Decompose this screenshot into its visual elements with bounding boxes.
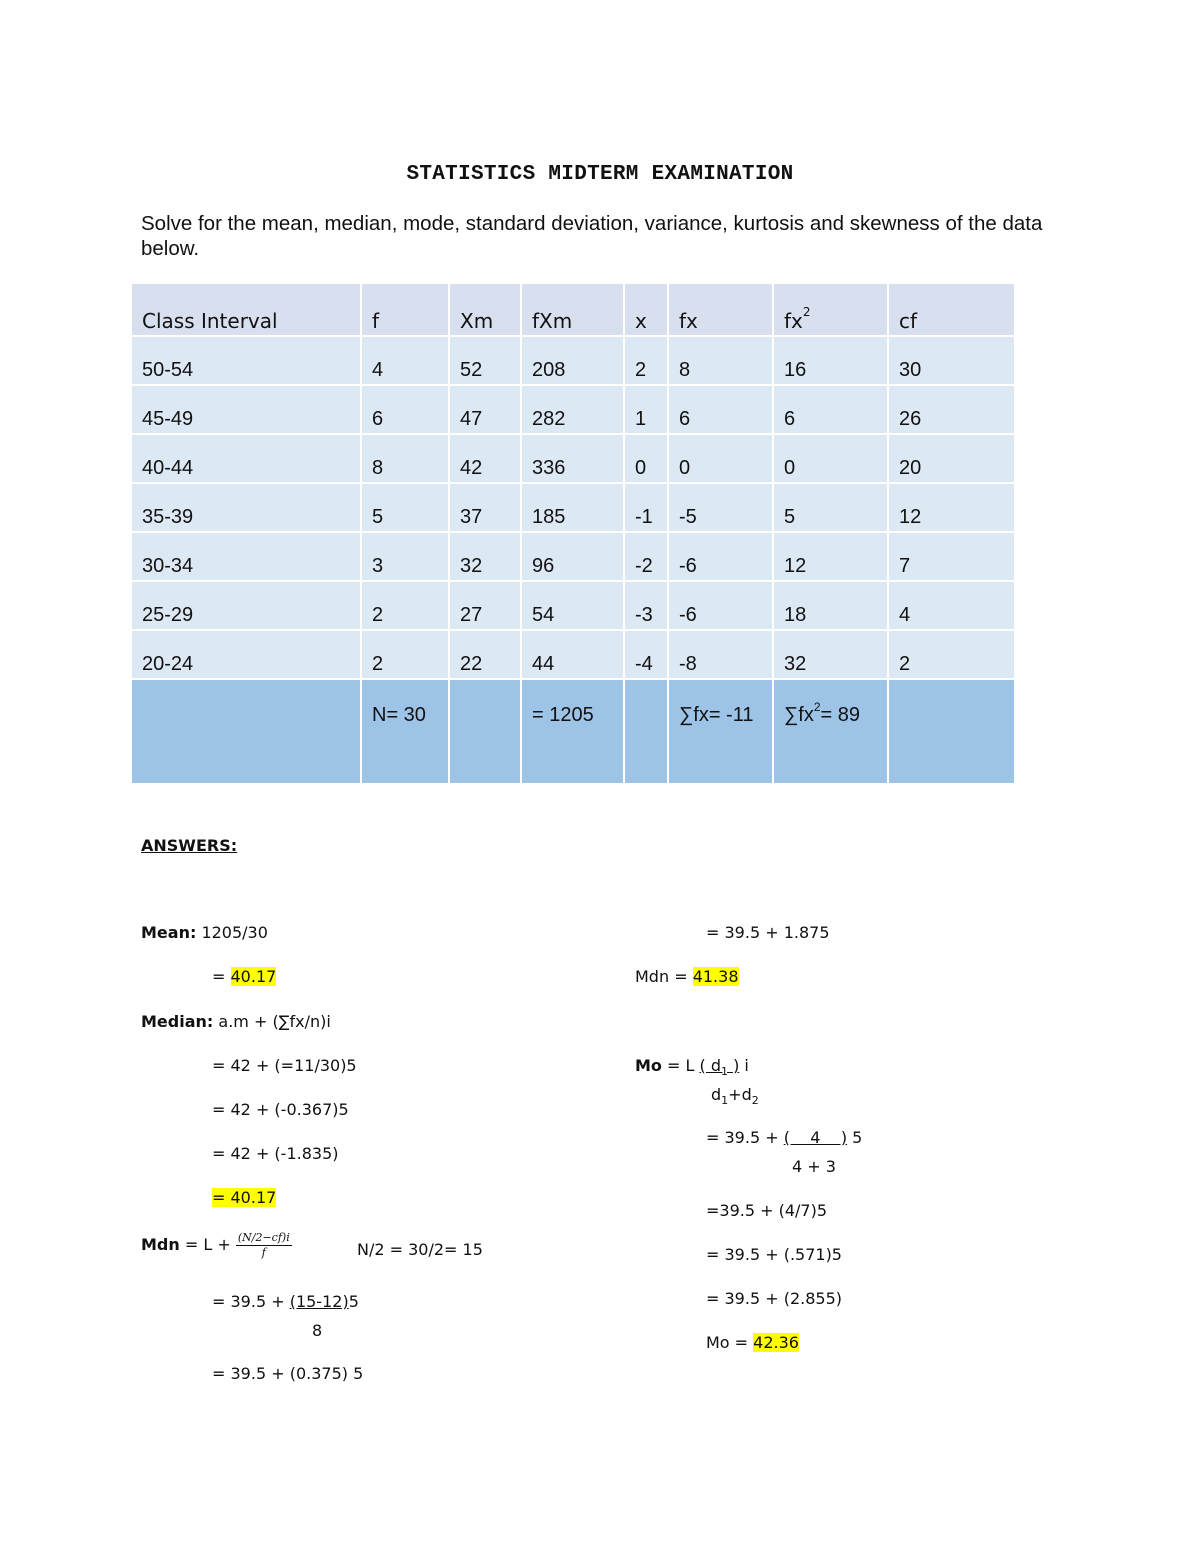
mo-numerator-subscript: 1 [720,1065,728,1079]
frequency-table [130,282,1016,785]
table-cell: 20 [888,434,1015,483]
mo-final [706,1333,799,1352]
mo-formula-i: i [739,1056,749,1075]
header-fxm: fXm [521,283,624,336]
table-cell: 185 [521,483,624,532]
totals-row [131,679,1015,784]
table-cell: 4 [888,581,1015,630]
total-fxm: = 1205 [521,679,624,784]
mean-line [141,923,268,942]
mo-den-d: d [711,1085,722,1104]
mo-numerator-close: ) [727,1056,740,1075]
table-row [131,630,1015,679]
header-class-interval: Class Interval [131,283,361,336]
table-cell: -4 [624,630,668,679]
mdn-final-value: 41.38 [692,967,739,986]
mo-step-3: = 39.5 + (.571)5 [706,1245,842,1264]
header-cf: cf [888,283,1015,336]
mdn-final-prefix: Mdn = [635,967,693,986]
totals-empty-cell [449,679,521,784]
mean-equals: = [212,967,231,986]
mdn-n-half: N/2 = 30/2= 15 [357,1240,483,1259]
table-row [131,336,1015,385]
table-cell: 12 [773,532,888,581]
totals-empty-cell [131,679,361,784]
table-cell: 0 [773,434,888,483]
median-value: = 40.17 [212,1188,277,1207]
median-step-2: = 42 + (-0.367)5 [212,1100,349,1119]
table-cell: 5 [361,483,449,532]
median-label: Median: [141,1012,214,1031]
mdn-label: Mdn [141,1235,180,1254]
table-cell: 32 [773,630,888,679]
table-cell: -6 [668,581,773,630]
table-cell: 2 [361,630,449,679]
mdn-step-1-prefix: = 39.5 + [212,1292,290,1311]
table-cell: 26 [888,385,1015,434]
table-cell: 5 [773,483,888,532]
total-n: N= 30 [361,679,449,784]
mo-den-sub-1: 1 [721,1094,729,1108]
table-cell: 96 [521,532,624,581]
mean-value: 40.17 [230,967,277,986]
mo-step-1-numerator: ( 4 ) [783,1128,848,1147]
table-cell: 16 [773,336,888,385]
mdn-step-1-denominator: 8 [312,1321,323,1340]
mo-step-2: =39.5 + (4/7)5 [706,1201,828,1220]
header-x: x [624,283,668,336]
table-cell: -2 [624,532,668,581]
mo-numerator-text: ( d [699,1056,721,1075]
page-title: STATISTICS MIDTERM EXAMINATION [406,163,794,186]
table-cell: 18 [773,581,888,630]
table-cell: 2 [888,630,1015,679]
table-cell: 6 [773,385,888,434]
table-cell: 20-24 [131,630,361,679]
mdn-fraction-denominator: f [261,1246,266,1259]
table-cell: 12 [888,483,1015,532]
mo-den-plus: +d [728,1085,752,1104]
table-cell: 35-39 [131,483,361,532]
mdn-equals: = L + [179,1235,236,1254]
table-cell: 22 [449,630,521,679]
mo-label: Mo [635,1056,662,1075]
table-cell: 3 [361,532,449,581]
table-cell: -1 [624,483,668,532]
table-cell: 32 [449,532,521,581]
table-cell: 1 [624,385,668,434]
table-row [131,532,1015,581]
mo-formula-numerator [699,1056,740,1079]
mo-step-1-denominator: 4 + 3 [792,1157,836,1176]
mdn-final [635,967,739,986]
table-cell: 7 [888,532,1015,581]
mdn-formula-line [141,1231,292,1260]
table-cell: 30-34 [131,532,361,581]
table-cell: 208 [521,336,624,385]
table-cell: -6 [668,532,773,581]
table-cell: 45-49 [131,385,361,434]
table-cell: 37 [449,483,521,532]
mean-result-line [212,967,276,986]
table-row [131,581,1015,630]
mo-step-4: = 39.5 + (2.855) [706,1289,842,1308]
median-step-1: = 42 + (=11/30)5 [212,1056,357,1075]
mdn-step-3: = 39.5 + 1.875 [706,923,830,942]
table-cell: 8 [361,434,449,483]
mo-step-1-prefix: = 39.5 + [706,1128,784,1147]
mean-expression: 1205/30 [196,923,268,942]
table-cell: 8 [668,336,773,385]
mdn-step-1-numerator: (15-12) [289,1292,349,1311]
mdn-step-1-suffix: 5 [348,1292,359,1311]
table-cell: 282 [521,385,624,434]
total-fx: ∑fx= -11 [668,679,773,784]
table-cell: 0 [668,434,773,483]
table-cell: 336 [521,434,624,483]
header-fx: fx [668,283,773,336]
mo-formula-denominator [711,1085,759,1107]
table-cell: 0 [624,434,668,483]
table-cell: 27 [449,581,521,630]
table-row [131,483,1015,532]
table-cell: -8 [668,630,773,679]
table-cell: 50-54 [131,336,361,385]
mo-final-value: 42.36 [753,1333,799,1352]
table-row [131,385,1015,434]
median-result [212,1188,276,1207]
header-xm: Xm [449,283,521,336]
median-expression: a.m + (∑fx/n)i [213,1012,331,1031]
table-cell: 44 [521,630,624,679]
mean-label: Mean: [141,923,197,942]
table-cell: 4 [361,336,449,385]
mdn-fraction-numerator: (N/2−cf)i [237,1231,290,1244]
mo-final-prefix: Mo = [706,1333,754,1352]
table-cell: -3 [624,581,668,630]
totals-empty-cell [624,679,668,784]
table-cell: 40-44 [131,434,361,483]
header-f: f [361,283,449,336]
table-row [131,434,1015,483]
table-cell: 52 [449,336,521,385]
mdn-step-1 [212,1292,359,1311]
table-cell: 6 [668,385,773,434]
instructions-text: Solve for the mean, median, mode, standard deviation, variance, kurtosis and skewness of the data below. [141,212,1043,260]
table-cell: 2 [361,581,449,630]
total-fx2: $\sum fx^2= 89$ [773,679,888,784]
table-cell: 54 [521,581,624,630]
table-cell: 6 [361,385,449,434]
median-step-3: = 42 + (-1.835) [212,1144,339,1163]
mo-step-1-suffix: 5 [847,1128,863,1147]
mo-den-sub-2: 2 [751,1094,759,1108]
median-line [141,1012,331,1031]
mo-formula-prefix: = L [661,1056,700,1075]
table-cell: 42 [449,434,521,483]
totals-empty-cell [888,679,1015,784]
mo-formula-line [635,1056,749,1078]
table-cell: 25-29 [131,581,361,630]
table-cell: 30 [888,336,1015,385]
table-cell: -5 [668,483,773,532]
answers-heading: ANSWERS: [141,836,238,855]
header-fx2: $fx^2$ [773,283,888,336]
mdn-step-2: = 39.5 + (0.375) 5 [212,1364,364,1383]
table-header-row [131,283,1015,336]
table-cell: 47 [449,385,521,434]
mdn-fraction [236,1231,292,1260]
table-cell: 2 [624,336,668,385]
mo-step-1 [706,1128,862,1147]
